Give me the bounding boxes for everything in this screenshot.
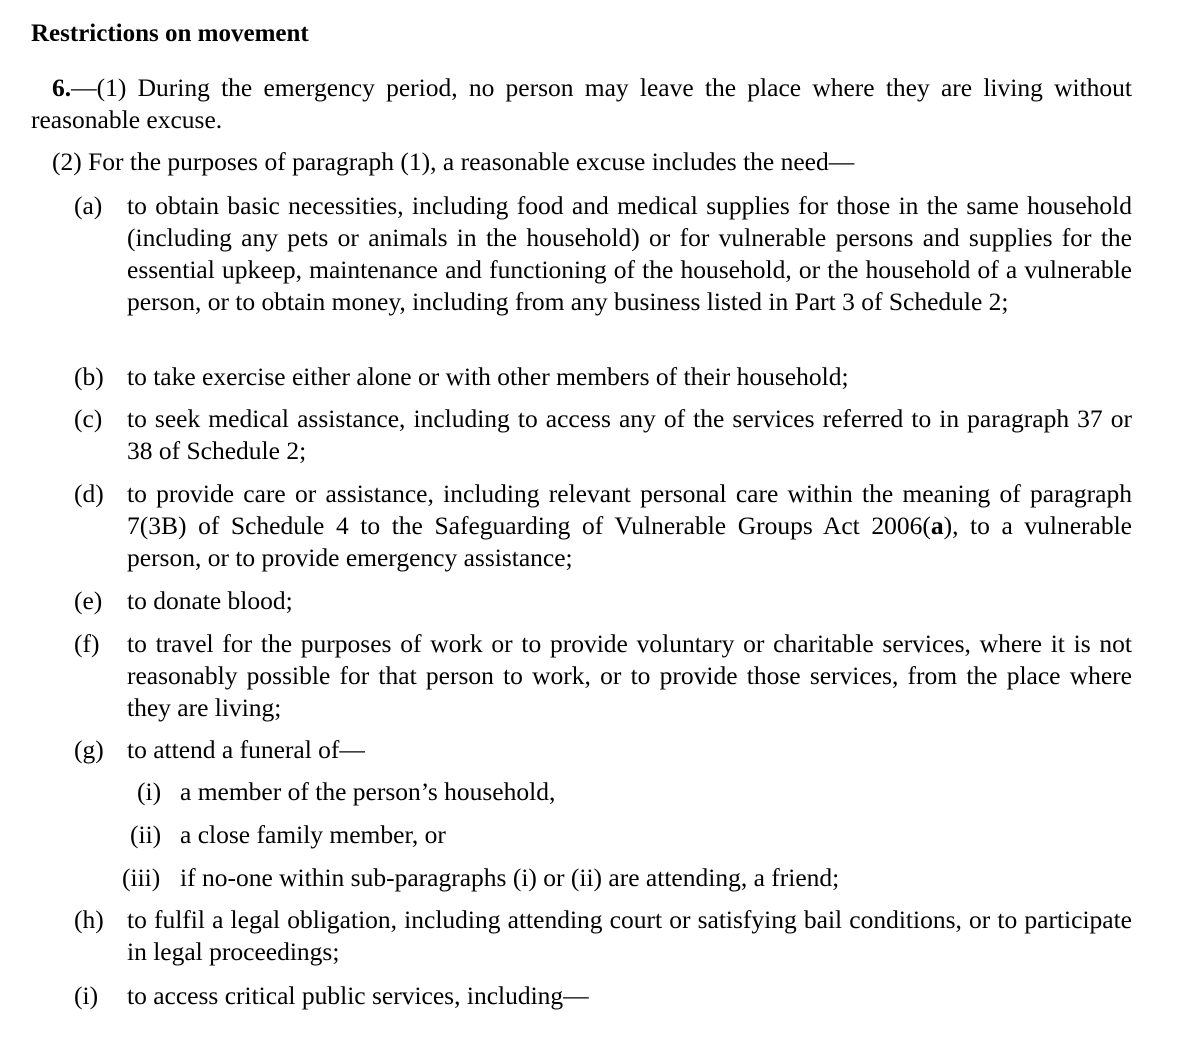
paragraph-6-2: (2) For the purposes of paragraph (1), a reasonable excuse includes the need— (52, 147, 855, 176)
sub-item-label: (iii) (122, 863, 161, 892)
footnote-reference: a (930, 511, 944, 540)
sub-item-label: (ii) (130, 820, 162, 849)
section-number: 6. (52, 73, 72, 102)
list-item-label: (e) (74, 586, 103, 615)
list-item-text-part: ), to a vulnerable person, or to provide emergency assistance; (127, 511, 1132, 572)
paragraph-6-1 (31, 72, 1132, 136)
list-item-label: (c) (74, 404, 103, 433)
list-item-text: to fulfil a legal obligation, including attending court or satisfying bail conditions, or to participate in legal proceedings; (127, 905, 1132, 966)
list-item-text (127, 478, 1132, 574)
list-item-label: (a) (74, 191, 103, 220)
list-item-text: to seek medical assistance, including to access any of the services referred to in paragraph 37 or 38 of Schedule 2; (127, 404, 1132, 465)
section-dash: — (71, 73, 97, 102)
list-item-label: (b) (74, 362, 104, 391)
list-item-text: to travel for the purposes of work or to provide voluntary or charitable services, where it is not reasonably possible for that person to work, or to provide those services, from the place where they are living; (127, 629, 1132, 722)
sub-item-text: a close family member, or (180, 820, 446, 849)
list-item-text: to take exercise either alone or with other members of their household; (127, 362, 849, 391)
sub-item-text: if no-one within sub-paragraphs (i) or (ii) are attending, a friend; (180, 863, 840, 892)
list-item-text: to obtain basic necessities, including food and medical supplies for those in the same household (including any pets or animals in the household) or for vulnerable persons and supplies for the essential upkeep, maintenance and functioning of the household, or the household of a vulnerable person, or to obtain money, including from any business listed in Part 3 of Schedule 2; (127, 191, 1132, 316)
sub-item-text: a member of the person’s household, (180, 777, 556, 806)
list-item-label: (h) (74, 905, 104, 934)
paragraph-6-1-text: (1) During the emergency period, no person may leave the place where they are living without reasonable excuse. (31, 73, 1132, 134)
list-item-label: (g) (74, 735, 104, 764)
sub-item-label: (i) (137, 777, 162, 806)
list-item-text-part: to provide care or assistance, including relevant personal care within the meaning of paragraph 7(3B) of Schedule 4 to the Safeguarding of Vulnerable Groups Act 2006( (127, 479, 1132, 540)
list-item-label: (i) (74, 981, 99, 1010)
list-item-text: to attend a funeral of— (127, 735, 365, 764)
list-item-label: (d) (74, 479, 104, 508)
section-heading: Restrictions on movement (31, 20, 309, 47)
list-item-label: (f) (74, 629, 100, 658)
list-item-text: to access critical public services, including— (127, 981, 589, 1010)
list-item-text: to donate blood; (127, 586, 293, 615)
